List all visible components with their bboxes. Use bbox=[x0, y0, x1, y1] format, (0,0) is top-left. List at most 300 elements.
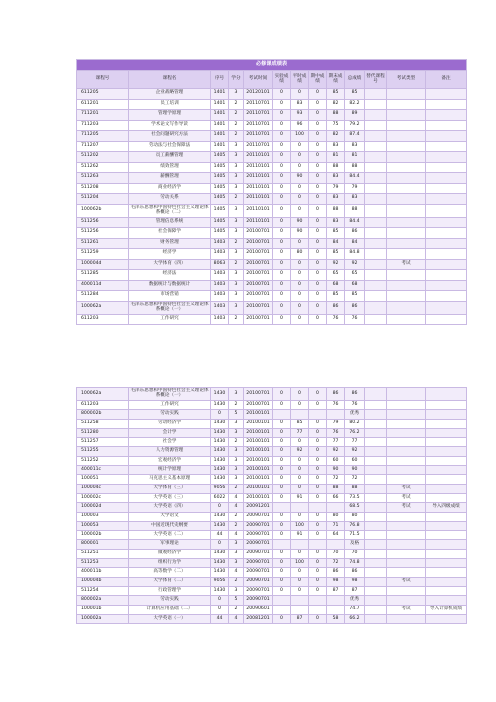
cell-total-score: 60 bbox=[345, 456, 365, 465]
cell-course-code: 711201 bbox=[77, 110, 129, 121]
cell-regular-score: 0 bbox=[291, 549, 309, 558]
cell-total-score: 86 bbox=[345, 568, 365, 577]
cell-midterm-score: 0 bbox=[309, 162, 327, 173]
cell-substitute-code bbox=[365, 162, 387, 173]
cell-substitute-code bbox=[365, 512, 387, 521]
cell-credit: 2 bbox=[229, 110, 244, 121]
cell-credit: 3 bbox=[229, 89, 244, 100]
cell-total-score: 76.8 bbox=[345, 521, 365, 530]
table-row bbox=[77, 99, 467, 110]
cell-serial: 1401 bbox=[211, 120, 229, 131]
cell-midterm-score: 0 bbox=[309, 194, 327, 205]
cell-credit: 3 bbox=[229, 586, 244, 595]
cell-course-name: 组织行为学 bbox=[129, 559, 211, 568]
cell-final-score: 58 bbox=[327, 614, 345, 623]
cell-exam-type bbox=[387, 99, 426, 110]
cell-exam-time: 20100701 bbox=[244, 314, 273, 325]
cell-regular-score: 0 bbox=[291, 183, 309, 194]
cell-course-code: 100062a bbox=[77, 301, 129, 314]
cell-midterm-score: 0 bbox=[309, 141, 327, 152]
cell-remark bbox=[426, 438, 467, 447]
cell-course-code: 100051 bbox=[77, 475, 129, 484]
cell-exam-time: 20090601 bbox=[244, 605, 273, 614]
cell-final-score: 85 bbox=[327, 249, 345, 260]
table-row bbox=[77, 493, 467, 502]
cell-regular-score bbox=[291, 410, 309, 419]
cell-course-code: 800002b bbox=[77, 410, 129, 419]
cell-final-score: 79 bbox=[327, 419, 345, 428]
cell-remark bbox=[426, 131, 467, 142]
cell-serial: 1405 bbox=[211, 204, 229, 217]
cell-midterm-score: 0 bbox=[309, 259, 327, 270]
cell-remark bbox=[426, 259, 467, 270]
cell-course-code: 100004d bbox=[77, 259, 129, 270]
cell-serial: 1401 bbox=[211, 110, 229, 121]
cell-regular-score: 0 bbox=[291, 388, 309, 401]
cell-final-score: 70 bbox=[327, 549, 345, 558]
cell-exam-type bbox=[387, 173, 426, 184]
cell-final-score: 86 bbox=[327, 568, 345, 577]
cell-credit: 3 bbox=[229, 249, 244, 260]
table-row bbox=[77, 141, 467, 152]
cell-credit: 4 bbox=[229, 614, 244, 623]
cell-course-code: 511259 bbox=[77, 249, 129, 260]
cell-final-score: 72 bbox=[327, 559, 345, 568]
cell-exam-type bbox=[387, 194, 426, 205]
cell-regular-score: 80 bbox=[291, 249, 309, 260]
cell-course-code: 711203 bbox=[77, 120, 129, 131]
cell-exam-time: 20100701 bbox=[244, 249, 273, 260]
cell-midterm-score: 0 bbox=[309, 419, 327, 428]
cell-final-score: 88 bbox=[327, 162, 345, 173]
cell-exam-type bbox=[387, 456, 426, 465]
cell-lab-score: 0 bbox=[273, 280, 291, 291]
cell-remark bbox=[426, 447, 467, 456]
cell-remark bbox=[426, 577, 467, 586]
table-row bbox=[77, 456, 467, 465]
cell-regular-score: 0 bbox=[291, 301, 309, 314]
cell-regular-score: 0 bbox=[291, 152, 309, 163]
cell-substitute-code bbox=[365, 447, 387, 456]
cell-lab-score: 0 bbox=[273, 301, 291, 314]
cell-final-score bbox=[327, 410, 345, 419]
cell-midterm-score bbox=[309, 503, 327, 512]
cell-substitute-code bbox=[365, 217, 387, 228]
cell-exam-time: 20090701 bbox=[244, 521, 273, 530]
cell-remark bbox=[426, 110, 467, 121]
cell-lab-score bbox=[273, 596, 291, 605]
cell-exam-time: 20100101 bbox=[244, 493, 273, 502]
cell-regular-score: 0 bbox=[291, 401, 309, 410]
cell-course-code: 100053 bbox=[77, 521, 129, 530]
cell-substitute-code bbox=[365, 314, 387, 325]
cell-midterm-score: 0 bbox=[309, 456, 327, 465]
cell-serial: 1405 bbox=[211, 183, 229, 194]
cell-credit: 2 bbox=[229, 194, 244, 205]
cell-substitute-code bbox=[365, 614, 387, 623]
cell-credit: 3 bbox=[229, 162, 244, 173]
cell-exam-type bbox=[387, 217, 426, 228]
cell-remark bbox=[426, 466, 467, 475]
cell-course-name: 宏观经济学 bbox=[129, 456, 211, 465]
cell-remark bbox=[426, 428, 467, 437]
cell-substitute-code bbox=[365, 596, 387, 605]
cell-lab-score: 0 bbox=[273, 549, 291, 558]
cell-regular-score: 0 bbox=[291, 512, 309, 521]
cell-regular-score: 85 bbox=[291, 419, 309, 428]
cell-substitute-code bbox=[365, 194, 387, 205]
cell-exam-type: 考试 bbox=[387, 605, 426, 614]
cell-serial: 1430 bbox=[211, 447, 229, 456]
cell-credit: 2 bbox=[229, 484, 244, 493]
cell-midterm-score: 0 bbox=[309, 401, 327, 410]
cell-remark bbox=[426, 475, 467, 484]
cell-lab-score: 0 bbox=[273, 559, 291, 568]
table-row bbox=[77, 568, 467, 577]
cell-remark bbox=[426, 162, 467, 173]
cell-exam-time: 20100101 bbox=[244, 447, 273, 456]
cell-exam-time: 20100101 bbox=[244, 410, 273, 419]
cell-lab-score: 0 bbox=[273, 152, 291, 163]
cell-final-score: 86 bbox=[327, 388, 345, 401]
cell-remark bbox=[426, 512, 467, 521]
cell-substitute-code bbox=[365, 259, 387, 270]
cell-total-score: 84.8 bbox=[345, 249, 365, 260]
cell-regular-score: 0 bbox=[291, 194, 309, 205]
cell-exam-type bbox=[387, 410, 426, 419]
cell-remark bbox=[426, 484, 467, 493]
cell-serial: 1430 bbox=[211, 466, 229, 475]
cell-course-code: 711207 bbox=[77, 141, 129, 152]
cell-midterm-score: 0 bbox=[309, 238, 327, 249]
cell-substitute-code bbox=[365, 568, 387, 577]
cell-exam-type bbox=[387, 152, 426, 163]
cell-midterm-score: 0 bbox=[309, 568, 327, 577]
cell-serial: 1401 bbox=[211, 99, 229, 110]
cell-lab-score: 0 bbox=[273, 531, 291, 540]
cell-regular-score: 0 bbox=[291, 141, 309, 152]
cell-serial: 1405 bbox=[211, 228, 229, 239]
table-row bbox=[77, 475, 467, 484]
table-title: 必修课成绩表 bbox=[77, 60, 467, 71]
cell-exam-time: 20110101 bbox=[244, 194, 273, 205]
cell-credit: 5 bbox=[229, 596, 244, 605]
cell-exam-type bbox=[387, 428, 426, 437]
cell-credit: 3 bbox=[229, 152, 244, 163]
cell-exam-time: 20090701 bbox=[244, 577, 273, 586]
cell-final-score: 83 bbox=[327, 194, 345, 205]
cell-remark bbox=[426, 270, 467, 281]
cell-course-name: 劳动法与社会保障法 bbox=[129, 141, 211, 152]
cell-final-score: 85 bbox=[327, 228, 345, 239]
cell-lab-score: 0 bbox=[273, 99, 291, 110]
cell-exam-type bbox=[387, 549, 426, 558]
table-row bbox=[77, 605, 467, 614]
cell-midterm-score: 0 bbox=[309, 183, 327, 194]
cell-midterm-score: 0 bbox=[309, 152, 327, 163]
cell-regular-score bbox=[291, 605, 309, 614]
cell-serial: 1430 bbox=[211, 512, 229, 521]
cell-credit: 3 bbox=[229, 447, 244, 456]
header-exam-time: 考试时间 bbox=[244, 71, 273, 89]
cell-final-score: 76 bbox=[327, 314, 345, 325]
cell-total-score: 81 bbox=[345, 152, 365, 163]
cell-substitute-code bbox=[365, 521, 387, 530]
cell-exam-time: 20110701 bbox=[244, 131, 273, 142]
header-credit: 学分 bbox=[229, 71, 244, 89]
cell-course-name: 毛泽东思想和中国特色社会主义理论体系概论（二） bbox=[129, 204, 211, 217]
cell-final-score: 86 bbox=[327, 301, 345, 314]
cell-exam-time: 20090701 bbox=[244, 531, 273, 540]
table-row bbox=[77, 466, 467, 475]
cell-final-score: 80 bbox=[327, 512, 345, 521]
cell-credit: 3 bbox=[229, 388, 244, 401]
cell-course-code: 100002a bbox=[77, 614, 129, 623]
cell-remark bbox=[426, 238, 467, 249]
cell-exam-type bbox=[387, 110, 426, 121]
cell-exam-type bbox=[387, 238, 426, 249]
cell-final-score: 79 bbox=[327, 183, 345, 194]
cell-course-name: 高等数学（二） bbox=[129, 568, 211, 577]
cell-lab-score: 0 bbox=[273, 614, 291, 623]
table-row bbox=[77, 249, 467, 260]
cell-substitute-code bbox=[365, 238, 387, 249]
cell-credit: 4 bbox=[229, 531, 244, 540]
cell-course-code: 100004b bbox=[77, 577, 129, 586]
cell-substitute-code bbox=[365, 131, 387, 142]
cell-course-name: 马克思主义基本原理 bbox=[129, 475, 211, 484]
cell-remark bbox=[426, 280, 467, 291]
cell-regular-score: 91 bbox=[291, 531, 309, 540]
cell-regular-score: 77 bbox=[291, 428, 309, 437]
cell-substitute-code bbox=[365, 549, 387, 558]
cell-remark bbox=[426, 410, 467, 419]
cell-course-code: 100002d bbox=[77, 503, 129, 512]
cell-course-name: 大学体育（四） bbox=[129, 259, 211, 270]
cell-exam-time: 20110101 bbox=[244, 217, 273, 228]
cell-course-code: 511257 bbox=[77, 438, 129, 447]
cell-substitute-code bbox=[365, 120, 387, 131]
cell-serial: 1405 bbox=[211, 217, 229, 228]
cell-remark bbox=[426, 401, 467, 410]
cell-serial: 1430 bbox=[211, 428, 229, 437]
cell-total-score: 优秀 bbox=[345, 410, 365, 419]
cell-total-score: 68 bbox=[345, 280, 365, 291]
cell-credit: 4 bbox=[229, 503, 244, 512]
cell-final-score: 71 bbox=[327, 521, 345, 530]
cell-course-name: 薪酬管理 bbox=[129, 173, 211, 184]
cell-remark bbox=[426, 120, 467, 131]
cell-remark bbox=[426, 204, 467, 217]
cell-lab-score: 0 bbox=[273, 120, 291, 131]
cell-course-name: 工作研究 bbox=[129, 314, 211, 325]
cell-lab-score: 0 bbox=[273, 466, 291, 475]
cell-remark bbox=[426, 388, 467, 401]
cell-course-name: 计算机应用基础（二） bbox=[129, 605, 211, 614]
cell-course-code: 611203 bbox=[77, 401, 129, 410]
cell-serial: 9056 bbox=[211, 484, 229, 493]
cell-exam-time: 20110701 bbox=[244, 110, 273, 121]
cell-total-score: 86 bbox=[345, 228, 365, 239]
cell-lab-score: 0 bbox=[273, 447, 291, 456]
cell-course-name: 毛泽东思想和中国特色社会主义理论体系概论（一） bbox=[129, 388, 211, 401]
cell-total-score: 68.5 bbox=[345, 503, 365, 512]
cell-regular-score: 87 bbox=[291, 614, 309, 623]
cell-remark bbox=[426, 249, 467, 260]
cell-midterm-score: 0 bbox=[309, 217, 327, 228]
cell-credit: 3 bbox=[229, 466, 244, 475]
cell-course-code: 511262 bbox=[77, 162, 129, 173]
cell-total-score: 65 bbox=[345, 270, 365, 281]
cell-lab-score: 0 bbox=[273, 204, 291, 217]
cell-total-score: 76.2 bbox=[345, 428, 365, 437]
cell-total-score: 89 bbox=[345, 110, 365, 121]
cell-regular-score: 0 bbox=[291, 586, 309, 595]
cell-serial: 1403 bbox=[211, 249, 229, 260]
cell-midterm-score: 0 bbox=[309, 428, 327, 437]
cell-lab-score: 0 bbox=[273, 521, 291, 530]
cell-lab-score: 0 bbox=[273, 162, 291, 173]
cell-course-name: 劳动经济学 bbox=[129, 419, 211, 428]
cell-course-name: 会计学 bbox=[129, 428, 211, 437]
cell-total-score: 优秀 bbox=[345, 596, 365, 605]
cell-total-score: 84.4 bbox=[345, 217, 365, 228]
cell-course-code: 611201 bbox=[77, 99, 129, 110]
cell-midterm-score: 0 bbox=[309, 549, 327, 558]
cell-exam-type bbox=[387, 301, 426, 314]
cell-course-code: 611203 bbox=[77, 314, 129, 325]
cell-exam-type bbox=[387, 131, 426, 142]
cell-substitute-code bbox=[365, 99, 387, 110]
cell-lab-score: 0 bbox=[273, 291, 291, 302]
cell-total-score: 77 bbox=[345, 438, 365, 447]
table-row bbox=[77, 559, 467, 568]
cell-course-code: 100002c bbox=[77, 493, 129, 502]
cell-serial: 1430 bbox=[211, 586, 229, 595]
cell-exam-time: 20100101 bbox=[244, 484, 273, 493]
cell-substitute-code bbox=[365, 280, 387, 291]
cell-course-name: 社会学 bbox=[129, 438, 211, 447]
cell-midterm-score: 0 bbox=[309, 173, 327, 184]
cell-course-code: 711205 bbox=[77, 131, 129, 142]
cell-course-name: 劳动实践 bbox=[129, 410, 211, 419]
cell-credit: 3 bbox=[229, 173, 244, 184]
cell-exam-type bbox=[387, 614, 426, 623]
cell-lab-score: 0 bbox=[273, 173, 291, 184]
cell-course-name: 劳动实践 bbox=[129, 596, 211, 605]
table-row bbox=[77, 410, 467, 419]
cell-total-score: 83 bbox=[345, 194, 365, 205]
cell-lab-score: 0 bbox=[273, 270, 291, 281]
cell-final-score bbox=[327, 503, 345, 512]
cell-regular-score: 100 bbox=[291, 131, 309, 142]
cell-exam-time: 20091201 bbox=[244, 503, 273, 512]
cell-midterm-score: 0 bbox=[309, 484, 327, 493]
cell-substitute-code bbox=[365, 152, 387, 163]
cell-remark bbox=[426, 89, 467, 100]
cell-exam-type bbox=[387, 141, 426, 152]
cell-remark bbox=[426, 173, 467, 184]
cell-exam-time: 20110101 bbox=[244, 162, 273, 173]
header-course-name: 课程名 bbox=[129, 71, 211, 89]
cell-exam-type bbox=[387, 270, 426, 281]
cell-substitute-code bbox=[365, 605, 387, 614]
table-row bbox=[77, 173, 467, 184]
cell-credit: 2 bbox=[229, 521, 244, 530]
cell-regular-score: 0 bbox=[291, 162, 309, 173]
cell-regular-score: 91 bbox=[291, 493, 309, 502]
cell-remark bbox=[426, 194, 467, 205]
cell-exam-type: 考试 bbox=[387, 493, 426, 502]
cell-final-score: 66 bbox=[327, 493, 345, 502]
cell-course-code: 511258 bbox=[77, 419, 129, 428]
cell-course-code: 800002a bbox=[77, 596, 129, 605]
cell-remark bbox=[426, 456, 467, 465]
cell-exam-type bbox=[387, 596, 426, 605]
cell-final-score: 85 bbox=[327, 89, 345, 100]
cell-lab-score: 0 bbox=[273, 428, 291, 437]
cell-lab-score: 0 bbox=[273, 228, 291, 239]
cell-substitute-code bbox=[365, 438, 387, 447]
cell-substitute-code bbox=[365, 228, 387, 239]
cell-lab-score: 0 bbox=[273, 456, 291, 465]
cell-exam-type bbox=[387, 162, 426, 173]
cell-substitute-code bbox=[365, 270, 387, 281]
cell-course-code: 511251 bbox=[77, 549, 129, 558]
table-row bbox=[77, 314, 467, 325]
grade-table-2 bbox=[76, 387, 467, 624]
table-row bbox=[77, 586, 467, 595]
cell-remark bbox=[426, 586, 467, 595]
table-row bbox=[77, 438, 467, 447]
cell-exam-time: 20110101 bbox=[244, 204, 273, 217]
cell-substitute-code bbox=[365, 456, 387, 465]
cell-serial: 1430 bbox=[211, 419, 229, 428]
cell-substitute-code bbox=[365, 586, 387, 595]
cell-total-score: 80.2 bbox=[345, 419, 365, 428]
cell-regular-score: 100 bbox=[291, 559, 309, 568]
cell-regular-score: 96 bbox=[291, 120, 309, 131]
cell-midterm-score: 0 bbox=[309, 280, 327, 291]
cell-credit: 2 bbox=[229, 577, 244, 586]
cell-course-name: 商业经济学 bbox=[129, 183, 211, 194]
cell-exam-type bbox=[387, 314, 426, 325]
cell-exam-type bbox=[387, 568, 426, 577]
cell-course-code: 800001 bbox=[77, 540, 129, 549]
cell-course-name: 工作研究 bbox=[129, 401, 211, 410]
cell-serial: 0 bbox=[211, 503, 229, 512]
cell-final-score: 88 bbox=[327, 204, 345, 217]
cell-exam-time: 20100701 bbox=[244, 238, 273, 249]
header-exam-type: 考试类型 bbox=[387, 71, 426, 89]
table-row bbox=[77, 484, 467, 493]
cell-exam-type bbox=[387, 540, 426, 549]
cell-serial: 1430 bbox=[211, 456, 229, 465]
cell-exam-time: 20110701 bbox=[244, 99, 273, 110]
cell-substitute-code bbox=[365, 388, 387, 401]
grade-table-1 bbox=[76, 59, 467, 325]
cell-serial: 1401 bbox=[211, 141, 229, 152]
cell-exam-type bbox=[387, 586, 426, 595]
table-row bbox=[77, 217, 467, 228]
header-remark: 备注 bbox=[426, 71, 467, 89]
cell-credit: 3 bbox=[229, 559, 244, 568]
cell-course-code: 100062b bbox=[77, 204, 129, 217]
cell-course-name: 社会保障学 bbox=[129, 228, 211, 239]
cell-exam-time: 20100101 bbox=[244, 456, 273, 465]
cell-substitute-code bbox=[365, 89, 387, 100]
cell-total-score: 92 bbox=[345, 259, 365, 270]
